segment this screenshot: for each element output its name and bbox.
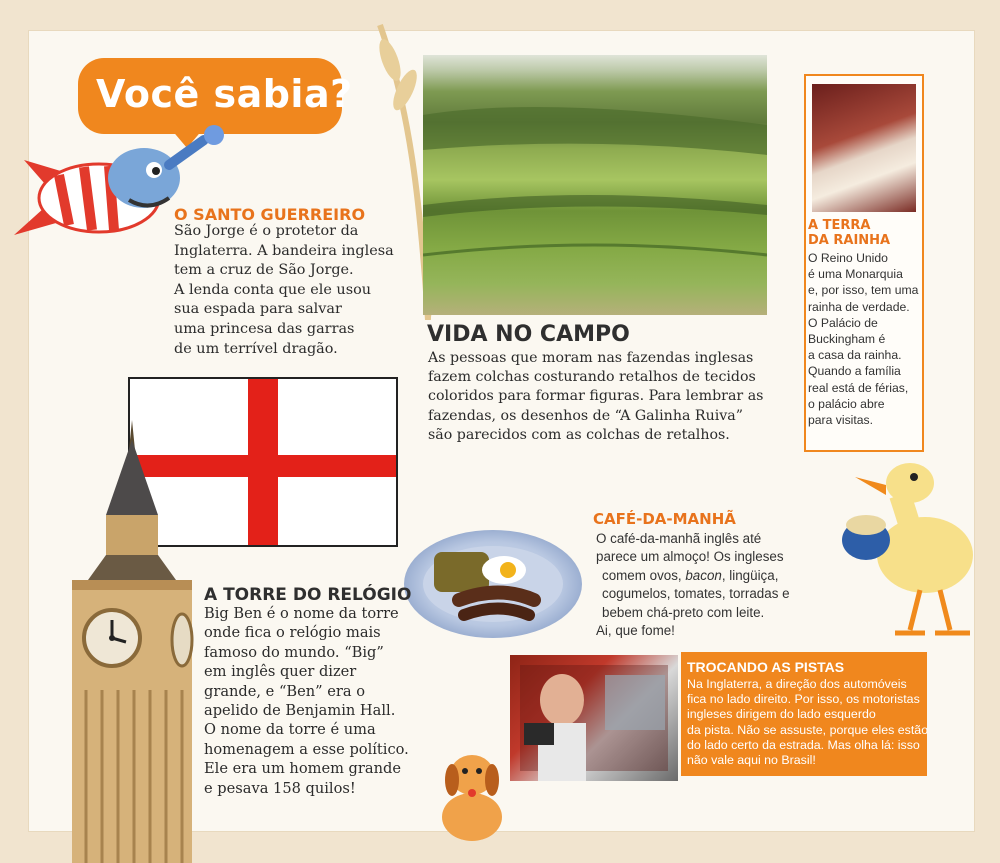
rainha-line: Quando a família	[808, 364, 901, 379]
pistas-line: fica no lado direito. Por isso, os motoristas	[687, 692, 920, 707]
campo-line: coloridos para formar figuras. Para lembrar as	[428, 388, 764, 405]
santo-line: Inglaterra. A bandeira inglesa	[174, 242, 394, 259]
rainha-title-line: DA RAINHA	[808, 233, 891, 248]
countryside-photo	[423, 55, 767, 315]
pistas-line: da pista. Não se assuste, porque eles estão	[687, 722, 929, 737]
torre-line: onde fica o relógio mais	[204, 624, 381, 642]
cafe-line3-pre: comem ovos,	[602, 567, 686, 583]
cafe-line3-post: , lingüiça,	[721, 567, 779, 583]
santo-line: tem a cruz de São Jorge.	[174, 262, 354, 279]
torre-body	[204, 604, 409, 798]
breakfast-plate-photo	[404, 530, 582, 638]
cafe-line: parece um almoço! Os ingleses	[596, 549, 784, 565]
campo-line: fazendas, os desenhos de “A Galinha Ruiva”	[428, 407, 744, 424]
torre-line: Ele era um homem grande	[204, 760, 401, 778]
santo-line: uma princesa das garras	[174, 320, 355, 337]
pistas-title: TROCANDO AS PISTAS	[687, 659, 845, 675]
pistas-line: ingleses dirigem do lado esquerdo	[687, 707, 876, 722]
santo-line: sua espada para salvar	[174, 301, 342, 318]
torre-line: grande, e “Ben” era o	[204, 682, 366, 700]
torre-line: homenagem a esse político.	[204, 740, 409, 758]
torre-line: apelido de Benjamin Hall.	[204, 702, 396, 720]
santo-line: de um terrível dragão.	[174, 340, 338, 357]
rainha-line: Buckingham é	[808, 332, 886, 347]
rainha-line: e, por isso, tem uma	[808, 283, 919, 298]
cafe-line: cogumelos, tomates, torradas e	[602, 586, 790, 602]
rainha-title	[808, 218, 890, 248]
rainha-line: O Palácio de	[808, 315, 878, 330]
page-title: Você sabia?	[96, 72, 353, 116]
rainha-line: rainha de verdade.	[808, 299, 910, 314]
santo-line: A lenda conta que ele usou	[174, 281, 372, 298]
campo-line: As pessoas que moram nas fazendas inglesas	[428, 350, 754, 366]
rainha-line: real está de férias,	[808, 380, 909, 395]
rainha-line: para visitas.	[808, 413, 874, 428]
cafe-title: CAFÉ-DA-MANHÃ	[593, 510, 736, 528]
queen-portrait	[812, 84, 916, 212]
big-ben-tower-illustration	[66, 420, 198, 863]
torre-line: em inglês quer dizer	[204, 663, 357, 681]
torre-line: Big Ben é o nome da torre	[204, 605, 399, 622]
rainha-line: é uma Monarquia	[808, 267, 903, 282]
cafe-line	[596, 567, 790, 585]
pistas-line: do lado certo da estrada. Mas olha lá: isso	[687, 737, 920, 752]
pistas-line: não vale aqui no Brasil!	[687, 753, 816, 768]
cafe-line3-em: bacon	[685, 567, 722, 583]
torre-line: O nome da torre é uma	[204, 721, 376, 739]
cafe-line: O café-da-manhã inglês até	[596, 531, 762, 546]
cafe-body	[596, 530, 790, 640]
rainha-title-line: A TERRA	[808, 218, 871, 233]
rainha-line: O Reino Unido	[808, 251, 888, 265]
santo-body	[174, 222, 394, 359]
torre-line: e pesava 158 quilos!	[204, 779, 356, 797]
campo-line: fazem colchas costurando retalhos de tecidos	[428, 369, 756, 386]
torre-line: famoso do mundo. “Big”	[204, 643, 384, 661]
campo-line: são parecidos com as colchas de retalhos.	[428, 426, 730, 443]
driver-photo	[510, 655, 678, 781]
rainha-line: a casa da rainha.	[808, 348, 902, 363]
rainha-line: o palácio abre	[808, 396, 885, 411]
campo-body	[428, 349, 763, 445]
duck-mascot-illustration	[830, 455, 980, 640]
campo-title: VIDA NO CAMPO	[427, 322, 630, 347]
cafe-line: Ai, que fome!	[596, 623, 675, 639]
rainha-body	[808, 250, 918, 428]
pistas-line: Na Inglaterra, a direção dos automóveis	[687, 677, 907, 691]
dog-mascot-illustration	[432, 745, 512, 845]
torre-title: A TORRE DO RELÓGIO	[204, 585, 412, 605]
cafe-line: bebem chá-preto com leite.	[602, 604, 765, 620]
pistas-body	[687, 677, 928, 768]
santo-title: O SANTO GUERREIRO	[174, 205, 366, 224]
santo-line: São Jorge é o protetor da	[174, 223, 359, 239]
